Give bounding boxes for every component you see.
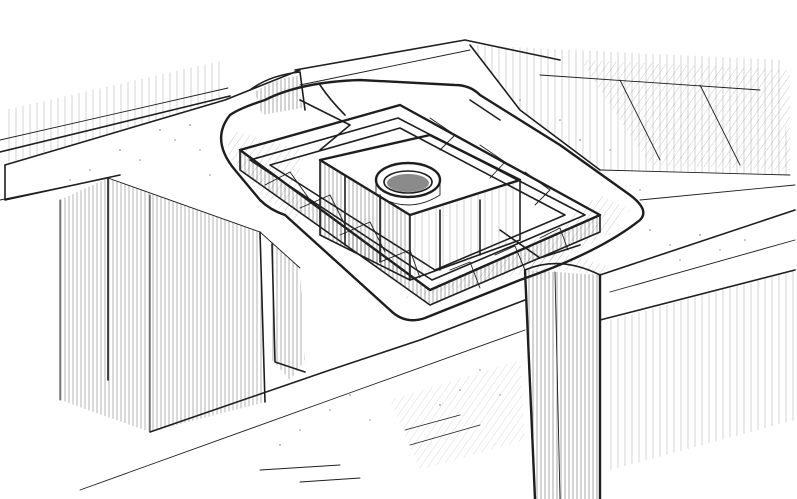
left-tower-face bbox=[60, 178, 265, 432]
left-building bbox=[0, 60, 305, 432]
right-column bbox=[520, 254, 610, 499]
central-platform bbox=[320, 135, 520, 280]
back-building bbox=[295, 40, 790, 175]
right-column-face bbox=[525, 270, 600, 499]
